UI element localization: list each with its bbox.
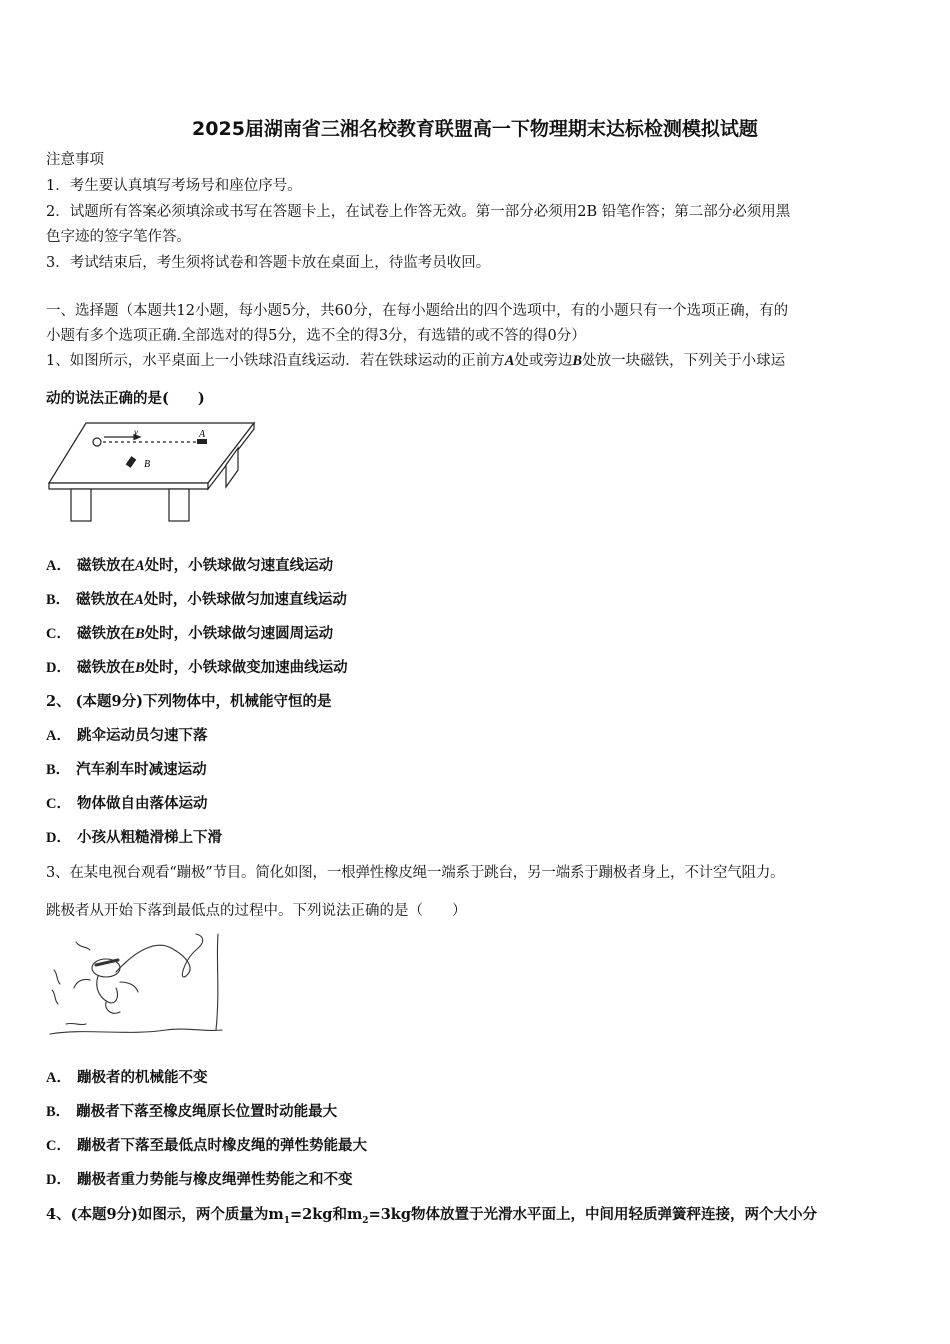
q1-stem-2: 动的说法正确的是( ) <box>46 390 205 407</box>
option-letter: C． <box>46 626 71 642</box>
section-instructions-1: 一、选择题（本题共12小题，每小题5分，共60分，在每小题给出的四个选项中，有的小题只有一个选项正确，有的 <box>46 303 789 319</box>
q3-bungee-figure <box>46 930 226 1042</box>
option-text: 蹦极者重力势能与橡皮绳弹性势能之和不变 <box>76 1171 353 1188</box>
option-letter: D． <box>46 660 71 676</box>
option-text: 汽车刹车时减速运动 <box>76 761 207 778</box>
option-text: 蹦极者的机械能不变 <box>76 1069 208 1086</box>
option-text: 磁铁放在 <box>76 557 135 574</box>
q2-option-d <box>46 828 906 848</box>
page-title: 2025届湖南省三湘名校教育联盟高一下物理期末达标检测模拟试题 <box>192 118 758 140</box>
option-var: A <box>134 558 145 574</box>
fig-label-b: B <box>144 459 151 470</box>
q4-m2-sub: 2 <box>362 1215 369 1226</box>
q1-option-b <box>46 590 906 610</box>
option-letter: B． <box>46 1104 71 1120</box>
q3-option-d <box>46 1170 906 1190</box>
option-letter: B． <box>46 592 71 608</box>
q1-stem-c: 处放一块磁铁，下列关于小球运 <box>582 353 786 369</box>
q4-m1: m <box>268 1206 284 1223</box>
q1-option-a <box>46 556 906 576</box>
q1-option-d <box>46 658 906 678</box>
option-text: 磁铁放在 <box>76 659 135 676</box>
option-var: B <box>134 660 145 676</box>
section-instructions-2: 小题有多个选项正确.全部选对的得5分，选不全的得3分，有选错的或不答的得0分） <box>46 328 586 344</box>
q4-part-1: 4、(本题9分)如图示，两个质量为 <box>46 1206 269 1223</box>
option-text: 磁铁放在 <box>76 625 135 642</box>
q1-stem <box>46 351 906 371</box>
fig-label-a: A <box>199 429 206 440</box>
option-letter: B． <box>46 762 71 778</box>
option-letter: C． <box>46 1138 71 1154</box>
option-text: 处时，小铁球做匀速圆周运动 <box>144 625 334 642</box>
q4-stem <box>46 1205 906 1231</box>
option-text: 跳伞运动员匀速下落 <box>76 727 208 744</box>
q2-stem: 2、 (本题9分)下列物体中，机械能守恒的是 <box>46 693 332 710</box>
notice-item-3: 3．考试结束后，考生须将试卷和答题卡放在桌面上，待监考员收回。 <box>46 255 491 271</box>
option-text: 处时，小铁球做匀加速直线运动 <box>143 591 347 608</box>
q4-m2: m <box>346 1206 363 1223</box>
option-text: 物体做自由落体运动 <box>76 795 208 812</box>
option-var: A <box>134 592 144 608</box>
q4-part-3: =3kg物体放置于光滑水平面上，中间用轻质弹簧秤连接，两个大小分 <box>368 1206 817 1223</box>
q2-option-b <box>46 760 906 780</box>
q1-option-c <box>46 624 906 644</box>
q3-option-c <box>46 1136 906 1156</box>
q3-option-a <box>46 1068 906 1088</box>
q3-stem-2: 跳极者从开始下落到最低点的过程中。下列说法正确的是（ ） <box>46 903 467 919</box>
q1-stem-a: 1、如图所示，水平桌面上一小铁球沿直线运动．若在铁球运动的正前方 <box>46 353 505 369</box>
q4-m1-sub: 1 <box>283 1215 291 1226</box>
option-text: 蹦极者下落至橡皮绳原长位置时动能最大 <box>76 1103 338 1120</box>
q1-var-b: B <box>572 353 583 369</box>
notice-heading: 注意事项 <box>46 152 104 168</box>
q1-table-figure <box>46 420 258 524</box>
option-letter: A． <box>46 1070 71 1086</box>
option-letter: C． <box>46 796 71 812</box>
q1-stem-b: 处或旁边 <box>514 353 573 369</box>
q4-part-2: =2kg和 <box>290 1206 347 1223</box>
q2-option-a <box>46 726 906 746</box>
option-text: 蹦极者下落至最低点时橡皮绳的弹性势能最大 <box>76 1137 367 1154</box>
option-text: 磁铁放在 <box>76 591 135 608</box>
option-text: 小孩从粗糙滑梯上下滑 <box>76 829 222 846</box>
option-var: B <box>134 626 145 642</box>
option-letter: D． <box>46 830 71 846</box>
option-text: 处时，小铁球做变加速曲线运动 <box>144 659 348 676</box>
notice-item-1: 1．考生要认真填写考场号和座位序号。 <box>46 178 302 194</box>
q1-var-a: A <box>504 353 515 369</box>
notice-item-2-cont: 色字迹的签字笔作答。 <box>46 229 191 245</box>
option-text: 处时，小铁球做匀速直线运动 <box>144 557 334 574</box>
q3-stem-1: 3、在某电视台观看“蹦极”节目。简化如图，一根弹性橡皮绳一端系于跳台，另一端系于蹦极者身上，不计空气阻力。 <box>46 865 785 881</box>
option-letter: A． <box>46 728 71 744</box>
notice-item-2: 2．试题所有答案必须填涂或书写在答题卡上，在试卷上作答无效。第一部分必须用2B 铅笔作答；第二部分必须用黑 <box>46 204 791 220</box>
option-letter: D． <box>46 1172 71 1188</box>
option-letter: A． <box>46 558 71 574</box>
fig-label-v: v <box>134 427 138 437</box>
q3-option-b <box>46 1102 906 1122</box>
q2-option-c <box>46 794 906 814</box>
